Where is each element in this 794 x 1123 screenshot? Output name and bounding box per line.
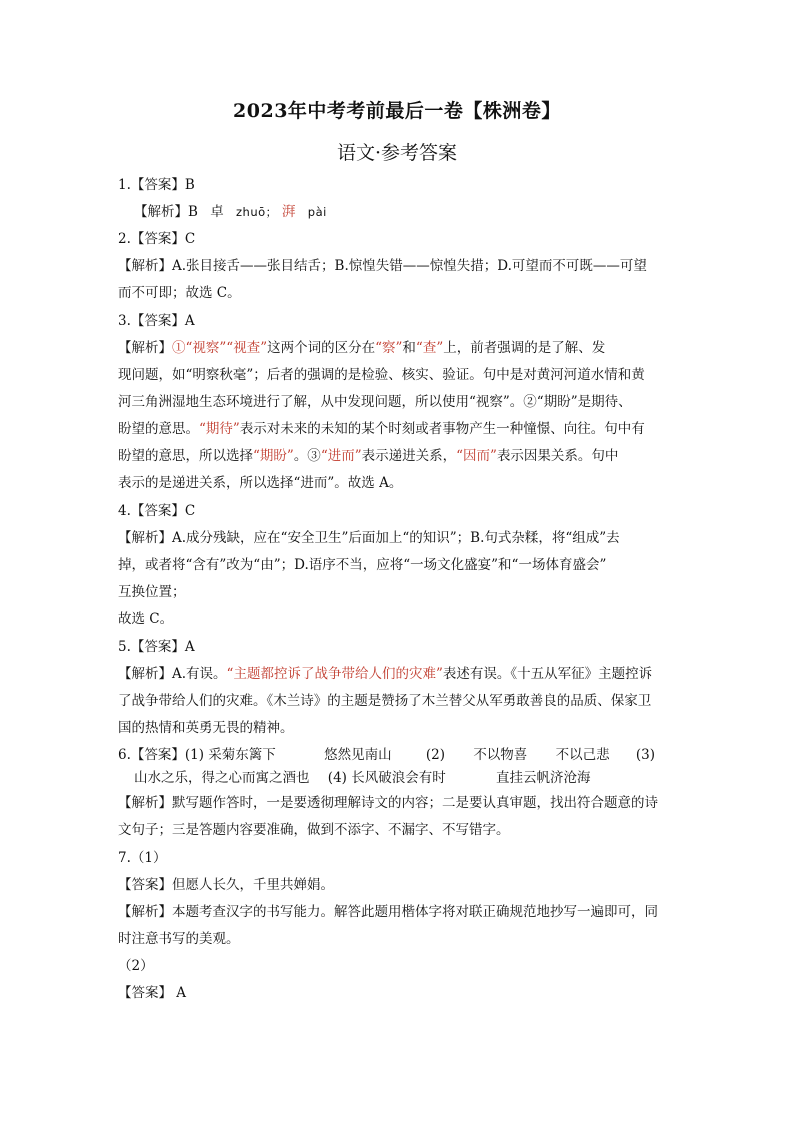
question-7 <box>118 845 688 1007</box>
q6-answer-line: 山水之乐，得之心而寓之酒也 (4) 长风破浪会有时 直挂云帆济沧海 <box>134 770 591 786</box>
q6-analysis-line: 【解析】默写题作答时，一是要透彻理解诗文的内容；二是要认真审题，找出符合题意的诗 <box>118 795 658 811</box>
q4-answer: 4.【答案】C <box>118 503 196 519</box>
q7-answer: 【答案】但愿人长久，千里共婵娟。 <box>118 877 334 893</box>
q4-analysis-line: 掉，或者将“含有”改为“由”；D.语序不当，应将“一场文化盛宴”和“一场体育盛会” <box>118 557 607 573</box>
q3-analysis-line: 盼望的意思。“期待”表示对未来的未知的某个时刻或者事物产生一种憧憬、向往。句中有 <box>118 421 645 437</box>
question-4 <box>118 498 688 633</box>
q7-number: 7.（1） <box>118 850 167 866</box>
q7-subnumber: （2） <box>118 958 154 974</box>
question-1 <box>118 172 688 226</box>
page-subtitle: 语文·参考答案 <box>336 142 458 164</box>
q5-analysis-line: 【解析】A.有误。“主题都控诉了战争带给人们的灾难”表述有误。《十五从军征》主题控诉 <box>118 666 653 682</box>
q5-analysis-line: 国的热情和英勇无畏的精神。 <box>118 720 294 736</box>
q2-answer: 2.【答案】C <box>118 231 196 247</box>
q3-analysis-line: 表示的是递进关系，所以选择“进而”。故选 A。 <box>118 475 403 491</box>
q4-analysis-line: 互换位置； <box>118 584 186 600</box>
q5-answer: 5.【答案】A <box>118 639 195 655</box>
q4-analysis-line: 故选 C。 <box>118 611 174 627</box>
q6-answer-line: 6.【答案】(1) 采菊东篱下 悠然见南山 (2) 不以物喜 不以己悲 (3) <box>118 747 656 763</box>
q3-analysis-line: 盼望的意思，所以选择“期盼”。③“进而”表示递进关系，“因而”表示因果关系。句中 <box>118 448 619 464</box>
q3-analysis-line: 河三角洲湿地生态环境进行了解，从中发现问题，所以使用“视察”。②“期盼”是期待、 <box>118 394 632 410</box>
q1-analysis: 【解析】B 卓 zhuō； 湃 pài <box>134 204 327 220</box>
page-title: 2023年中考考前最后一卷【株洲卷】 <box>233 100 561 122</box>
q1-answer: 1.【答案】B <box>118 177 195 193</box>
q3-answer: 3.【答案】A <box>118 313 195 329</box>
q7-analysis-line: 时注意书写的美观。 <box>118 931 240 947</box>
q2-analysis-line: 【解析】A.张目接舌——张目结舌；B.惊惶失错——惊惶失措；D.可望而不可既——可望 <box>118 258 647 274</box>
question-3 <box>118 308 688 497</box>
question-2 <box>118 226 688 307</box>
q7-analysis-line: 【解析】本题考查汉字的书写能力。解答此题用楷体字将对联正确规范地抄写一遍即可，同 <box>118 904 658 920</box>
q3-analysis-line: 【解析】①“视察”“视查”这两个词的区分在“察”和“查”上，前者强调的是了解、发 <box>118 340 606 356</box>
q3-analysis-line: 现问题，如“明察秋毫”；后者的强调的是检验、核实、验证。句中是对黄河河道水情和黄 <box>118 367 645 383</box>
q5-analysis-line: 了战争带给人们的灾难。《木兰诗》的主题是赞扬了木兰替父从军勇敢善良的品质、保家卫 <box>118 693 652 709</box>
q2-analysis-line: 而不可即；故选 C。 <box>118 285 241 301</box>
question-6 <box>118 744 688 844</box>
q7-answer-2: 【答案】 A <box>118 985 187 1001</box>
q6-analysis-line: 文句子；三是答题内容要准确，做到不添字、不漏字、不写错字。 <box>118 822 510 838</box>
question-5 <box>118 634 688 742</box>
q4-analysis-line: 【解析】A.成分残缺，应在“安全卫生”后面加上“的知识”；B.句式杂糅，将“组成”去 <box>118 530 620 546</box>
